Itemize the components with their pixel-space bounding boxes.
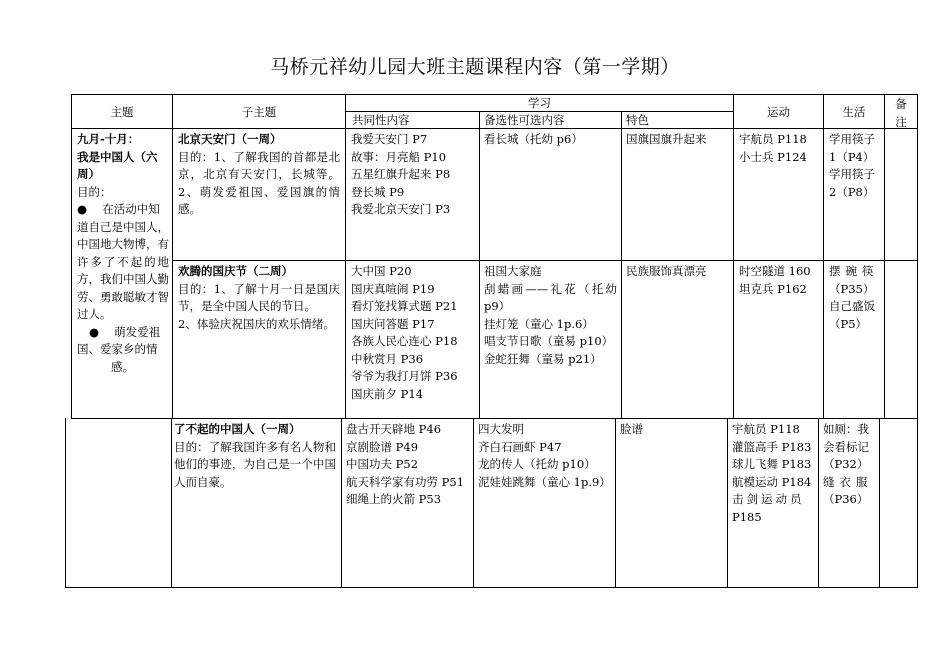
page-title: 马桥元祥幼儿园大班主题课程内容（第一学期）	[270, 56, 680, 78]
theme-bullet-2: ● 萌发爱祖	[89, 324, 161, 339]
header-sport: 运动	[767, 105, 790, 119]
common-content-cell: 我爱天安门 P7 故事：月亮船 P10 五星红旗升起来 P8 登长城 P9 我爱北京天安门 P3	[351, 132, 451, 216]
subtheme-cell: 北京天安门（一周） 目的：1、了解我国的首都是北京，北京有天安门，长城等。2、萌发爱祖国、爱国旗的情感。	[178, 132, 340, 216]
subtheme-cell: 欢腾的国庆节（二周） 目的：1、了解十月一日是国庆节，是全中国人民的节日。 2、体验庆祝国庆的欢乐情绪。	[178, 264, 340, 331]
theme-cell: 九月-十月： 我是中国人（六 周） 目的： ● 在活动中知 道自己是中国人，中国地大物博，有许多了不起的地方，我们中国人勤劳、勇敢聪敏才智过人。 ● 萌发爱祖 国、爱家乡的情 感。	[77, 132, 169, 374]
header-common: 共同性内容	[352, 113, 410, 127]
header-note: 备 注	[895, 97, 907, 129]
sport-cell: 宇航员 P118 灌篮高手 P183 球儿飞舞 P183 航模运动 P184 击剑运动员 P185	[732, 422, 812, 524]
sport-cell: 时空隧道 160 坦克兵 P162	[739, 264, 811, 296]
feature-cell: 脸谱	[620, 422, 643, 436]
feature-cell: 国旗国旗升起来	[626, 132, 707, 146]
header-theme: 主题	[110, 105, 134, 119]
optional-content-cell: 看长城（托幼 p6）	[484, 132, 583, 146]
optional-content-cell: 祖国大家庭 刮蜡画——礼花（托幼p9） 挂灯笼（童心 1p.6） 唱支节日歌（童易 p10） 金蛇狂舞（童易 p21）	[484, 264, 617, 366]
header-optional: 备选性可选内容	[484, 113, 565, 127]
subtheme-cell: 了不起的中国人（一周） 目的：了解我国许多有名人物和他们的事迹，为自己是一个中国人而自豪。	[174, 422, 336, 489]
feature-cell: 民族服饰真漂亮	[626, 264, 707, 278]
sport-cell: 宇航员 P118 小士兵 P124	[739, 132, 807, 164]
header-life: 生活	[842, 105, 866, 119]
life-cell: 如厕：我 会看标记 （P32） 缝衣服 （P36）	[823, 422, 873, 506]
header-feature: 特色	[626, 113, 649, 127]
header-subtheme: 子主题	[241, 105, 277, 119]
common-content-cell: 大中国 P20 国庆真喧闹 P19 看灯笼找算式题 P21 国庆问答题 P17 各族人民心连心 P18 中秋赏月 P36 爷爷为我打月饼 P36 国庆前夕 P14	[351, 264, 458, 401]
theme-bullet-1: ● 在活动中知	[77, 202, 160, 216]
life-cell: 摆碗筷 （P35） 自己盛饭 （P5）	[829, 264, 879, 331]
optional-content-cell: 四大发明 齐白石画虾 P47 龙的传人（托幼 p10） 泥娃娃跳舞（童心 1p.9）	[478, 422, 611, 489]
common-content-cell: 盘古开天辟地 P46 京剧脸谱 P49 中国功夫 P52 航天科学家有功劳 P51 细绳上的火箭 P53	[346, 422, 465, 506]
life-cell: 学用筷子 1（P4） 学用筷子 2（P8）	[829, 132, 875, 199]
header-study: 学习	[528, 96, 551, 110]
